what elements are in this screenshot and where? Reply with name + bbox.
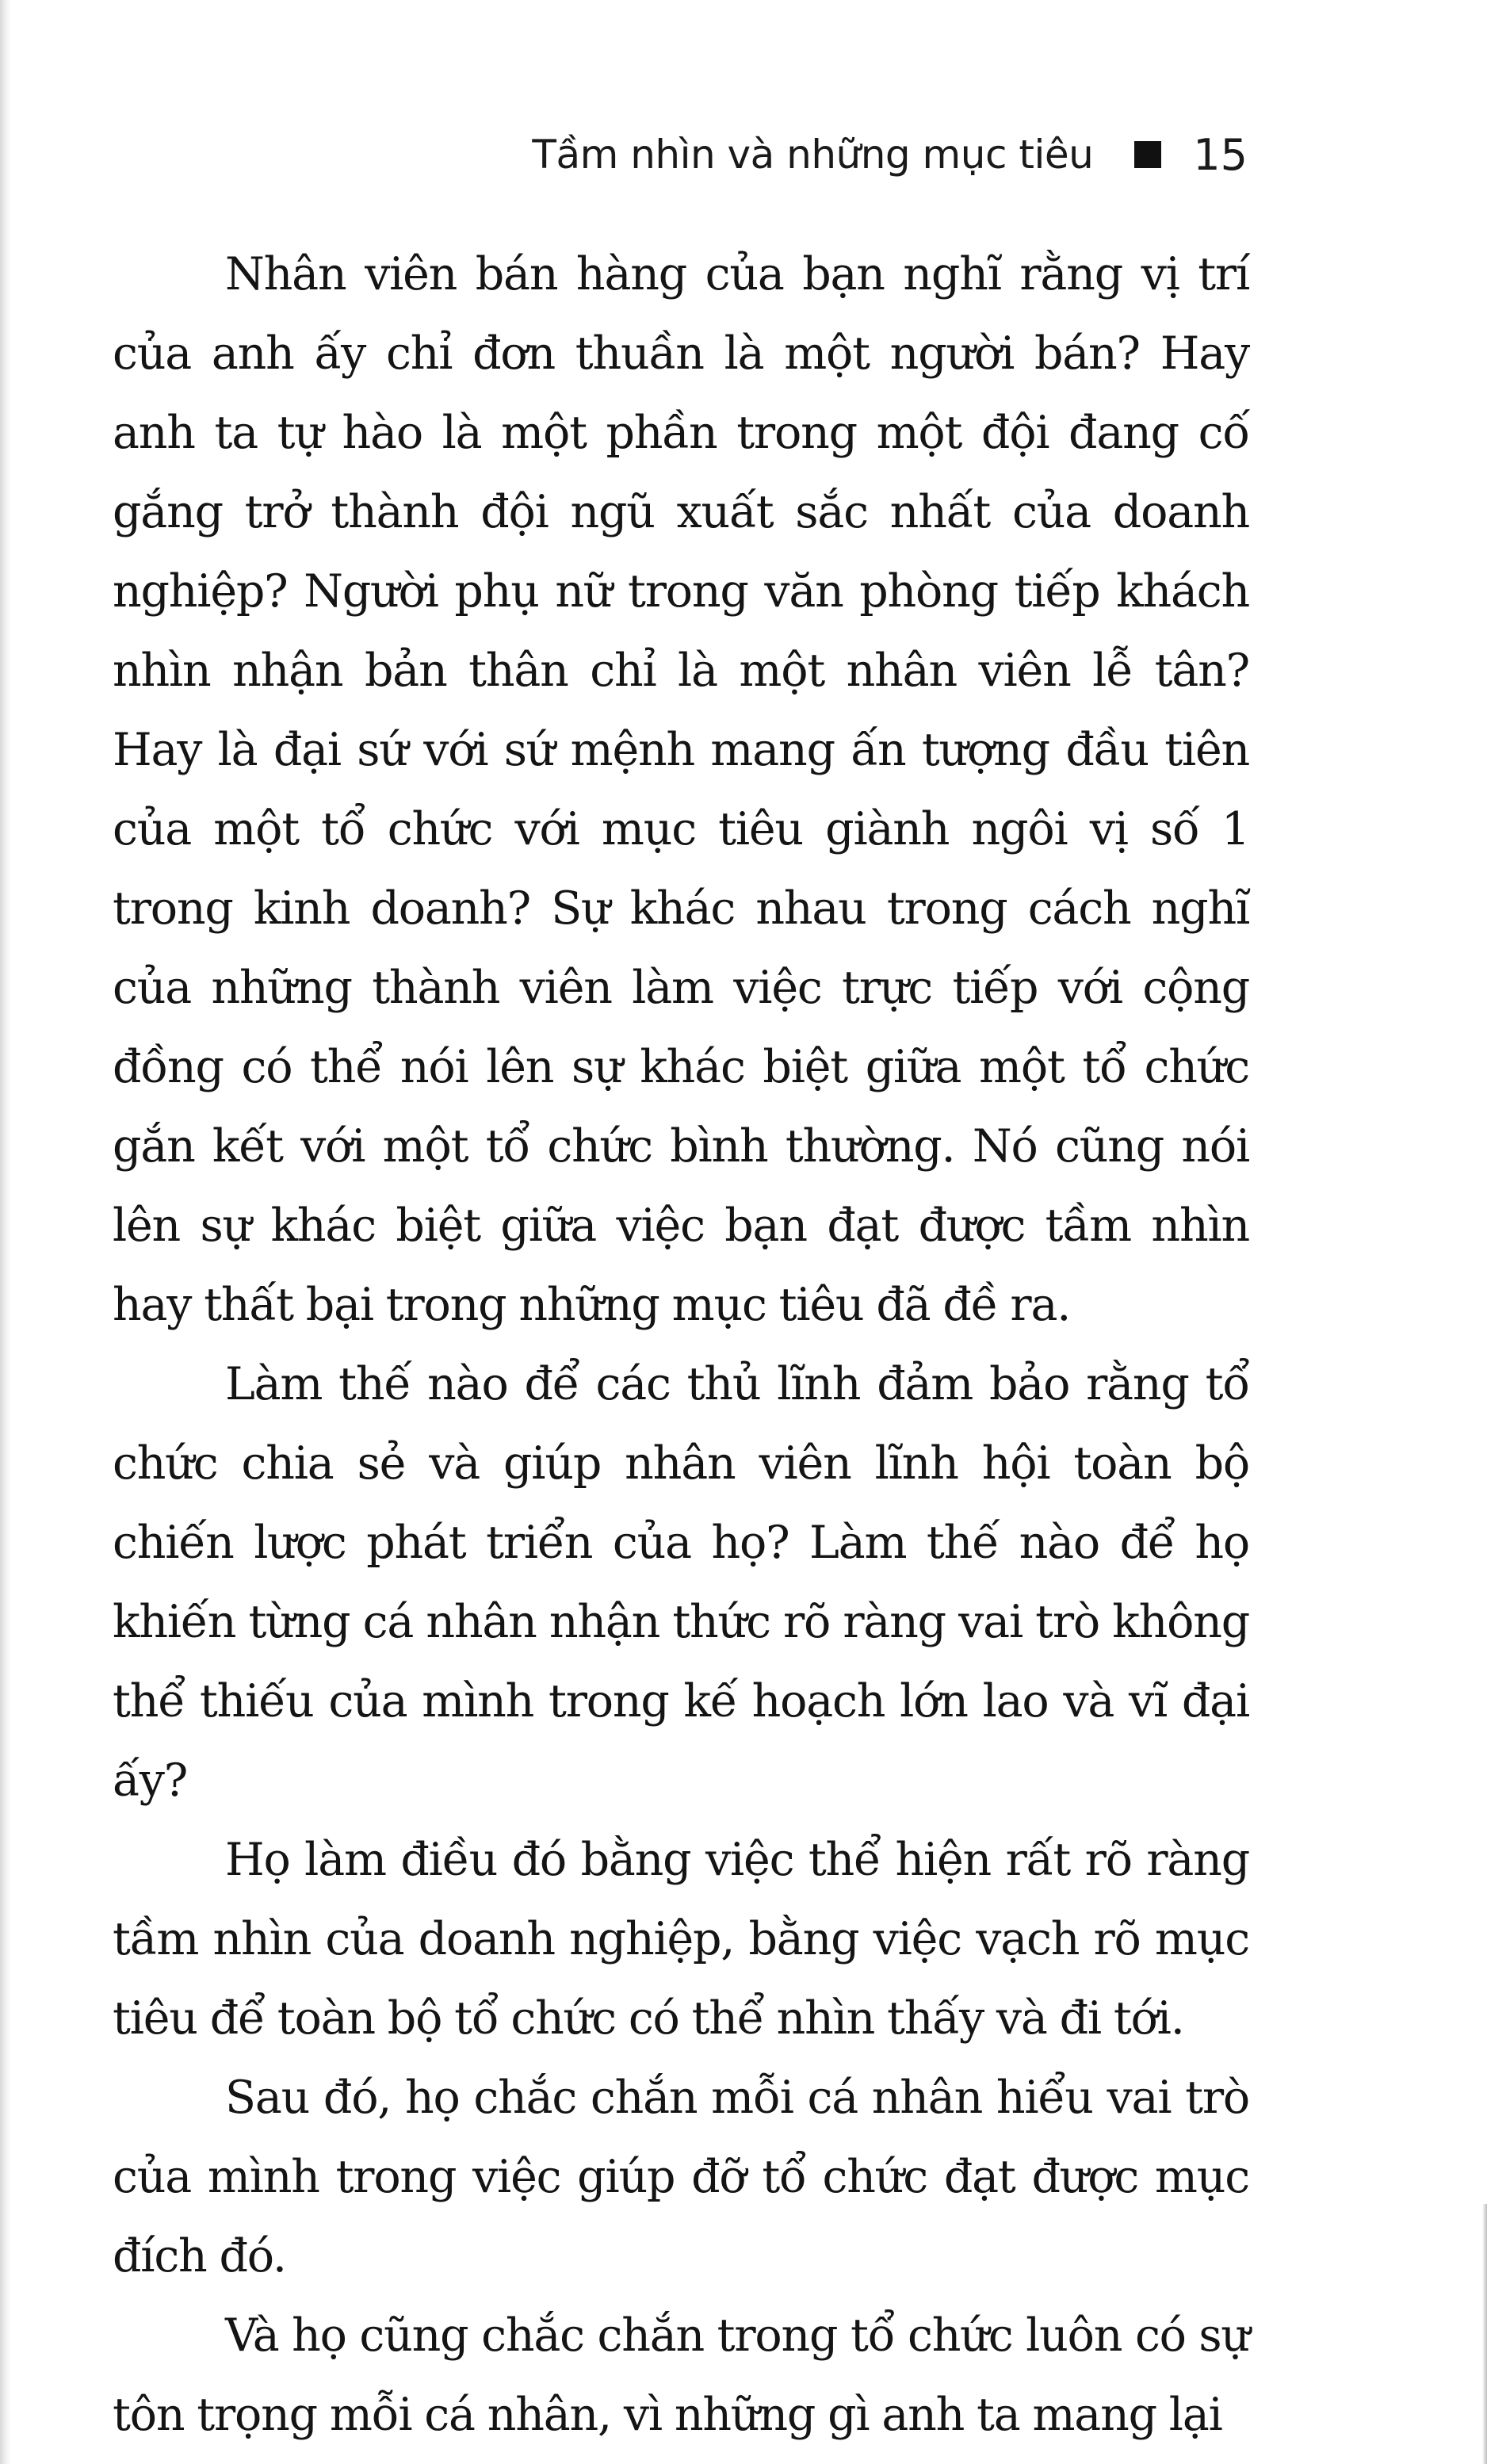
paragraph: Và họ cũng chắc chắn trong tổ chức luôn có sự tôn trọng mỗi cá nhân, vì những gì anh ta mang lại: [113, 2309, 1249, 2441]
page-header: [532, 119, 1248, 190]
paragraph: Họ làm điều đó bằng việc thể hiện rất rõ ràng tầm nhìn của doanh nghiệp, bằng việc vạch rõ mục tiêu để toàn bộ tổ chức có thể nhìn thấy và đi tới.: [113, 1834, 1249, 2045]
page-edge-shadow: [1482, 2204, 1487, 2464]
paragraph: Sau đó, họ chắc chắn mỗi cá nhân hiểu vai trò của mình trong việc giúp đỡ tổ chức đạt được mục đích đó.: [113, 2072, 1249, 2282]
black-square-icon: [1134, 141, 1161, 168]
paragraph: Nhân viên bán hàng của bạn nghĩ rằng vị trí của anh ấy chỉ đơn thuần là một người bán? Hay anh ta tự hào là một phần trong một đội đang cố gắng trở thành đội ngũ xuất sắc nhất của doanh nghiệp? Người phụ nữ trong văn phòng tiếp khách nhìn nhận bản thân chỉ là một nhân viên lễ tân? Hay là đại sứ với sứ mệnh mang ấn tượng đầu tiên của một tổ chức với mục tiêu giành ngôi vị số 1 trong kinh doanh? Sự khác nhau trong cách nghĩ của những thành viên làm việc trực tiếp với cộng đồng có thể nói lên sự khác biệt giữa một tổ chức gắn kết với một tổ chức bình thường. Nó cũng nói lên sự khác biệt giữa việc bạn đạt được tầm nhìn hay thất bại trong những mục tiêu đã đề ra.: [113, 248, 1249, 1331]
paragraph: Làm thế nào để các thủ lĩnh đảm bảo rằng tổ chức chia sẻ và giúp nhân viên lĩnh hội toàn bộ chiến lược phát triển của họ? Làm thế nào để họ khiến từng cá nhân nhận thức rõ ràng vai trò không thể thiếu của mình trong kế hoạch lớn lao và vĩ đại ấy?: [113, 1358, 1249, 1807]
page-binding-shadow: [0, 0, 11, 2464]
body-text: [113, 235, 1249, 2454]
page-number: 15: [1193, 129, 1248, 180]
running-title: Tầm nhìn và những mục tiêu: [532, 132, 1094, 178]
